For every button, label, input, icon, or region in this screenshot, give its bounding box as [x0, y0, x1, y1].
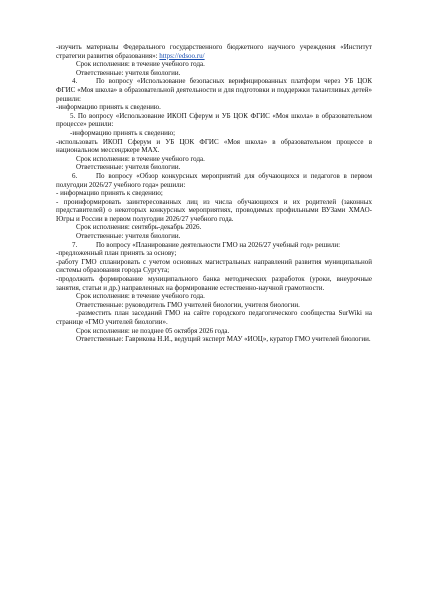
paragraph-12: - информацию принять к сведению;: [56, 189, 163, 198]
paragraph-4: 4. По вопросу «Использование безопасных верифицированных платформ через УБ ЦОК ФГИС «Моя школа» в образовательной деятельности и для подготовки и поддержки талантливых детей» решили:: [56, 77, 372, 103]
paragraph-17: -предложенный план принять за основу;: [56, 249, 177, 258]
paragraph-15: Ответственные: учителя биологии.: [76, 232, 181, 241]
paragraph-7: -информацию принять к сведению;: [70, 128, 176, 137]
document-body: [56, 43, 372, 344]
paragraph-23: Срок исполнения: не позднее 05 октября 2026 года.: [76, 326, 230, 335]
item-number: 7.: [72, 240, 78, 249]
item-number: 6.: [72, 171, 78, 180]
paragraph-1: -изучить материалы Федерального государственного бюджетного научного учреждения «Институт стратегии развития образования»: https://edsoo.ru/: [56, 43, 372, 60]
paragraph-2: Срок исполнения: в течение учебного года.: [76, 60, 205, 69]
paragraph-18: -работу ГМО спланировать с учетом основных магистральных направлений развития муниципальной системы образования города Сургута;: [56, 257, 372, 275]
paragraph-8: -использовать ИКОП Сферум и УБ ЦОК ФГИС «Моя школа» в образовательном процессе в национальном мессенджере MAX.: [56, 137, 372, 155]
paragraph-14: Срок исполнения: сентябрь-декабрь 2026.: [76, 223, 202, 232]
paragraph-5: -информацию принять к сведению.: [56, 103, 161, 112]
paragraph-3: Ответственные: учителя биологии.: [76, 68, 181, 77]
paragraph-10: Ответственные: учителя биологии.: [76, 163, 181, 172]
paragraph-13: - проинформировать заинтересованных лиц из числа обучающихся и их родителей (законных представителей) о некоторых конкурсных мероприятиях, проводимых профильными ВУЗами ХМАО-Югры и России в первом полугодии 2026/27 учебного года.: [56, 197, 372, 223]
item-number: 4.: [72, 77, 78, 86]
paragraph-24: Ответственные: Гаврикова Н.И., ведущий эксперт МАУ «ИОЦ», куратор ГМО учителей биологии.: [76, 335, 371, 344]
edsoo-link[interactable]: https://edsoo.ru/: [159, 51, 205, 60]
paragraph-9: Срок исполнения: в течение учебного года.: [76, 154, 205, 163]
paragraph-16: 7. По вопросу «Планирование деятельности ГМО на 2026/27 учебный год» решили:: [72, 240, 341, 249]
paragraph-21: Ответственные: руководитель ГМО учителей биологии, учителя биологии.: [76, 300, 300, 309]
paragraph-11: 6. По вопросу «Обзор конкурсных мероприятий для обучающихся и педагогов в первом полугодии 2026/27 учебного года» решили:: [56, 171, 372, 189]
paragraph-22: -разместить план заседаний ГМО на сайте городского педагогического сообщества SurWiki на странице «ГМО учителей биологии».: [56, 309, 372, 326]
paragraph-6: 5. По вопросу «Использование ИКОП Сферум и УБ ЦОК ФГИС «Моя школа» в образовательном процессе» решили:: [56, 111, 372, 129]
paragraph-20: Срок исполнения: в течение учебного года.: [76, 292, 205, 301]
paragraph-19: -продолжить формирование муниципального банка методических разработок (уроки, внеурочные занятия, статьи и др.) направленных на формирование естественно-научной грамотности.: [56, 275, 372, 292]
